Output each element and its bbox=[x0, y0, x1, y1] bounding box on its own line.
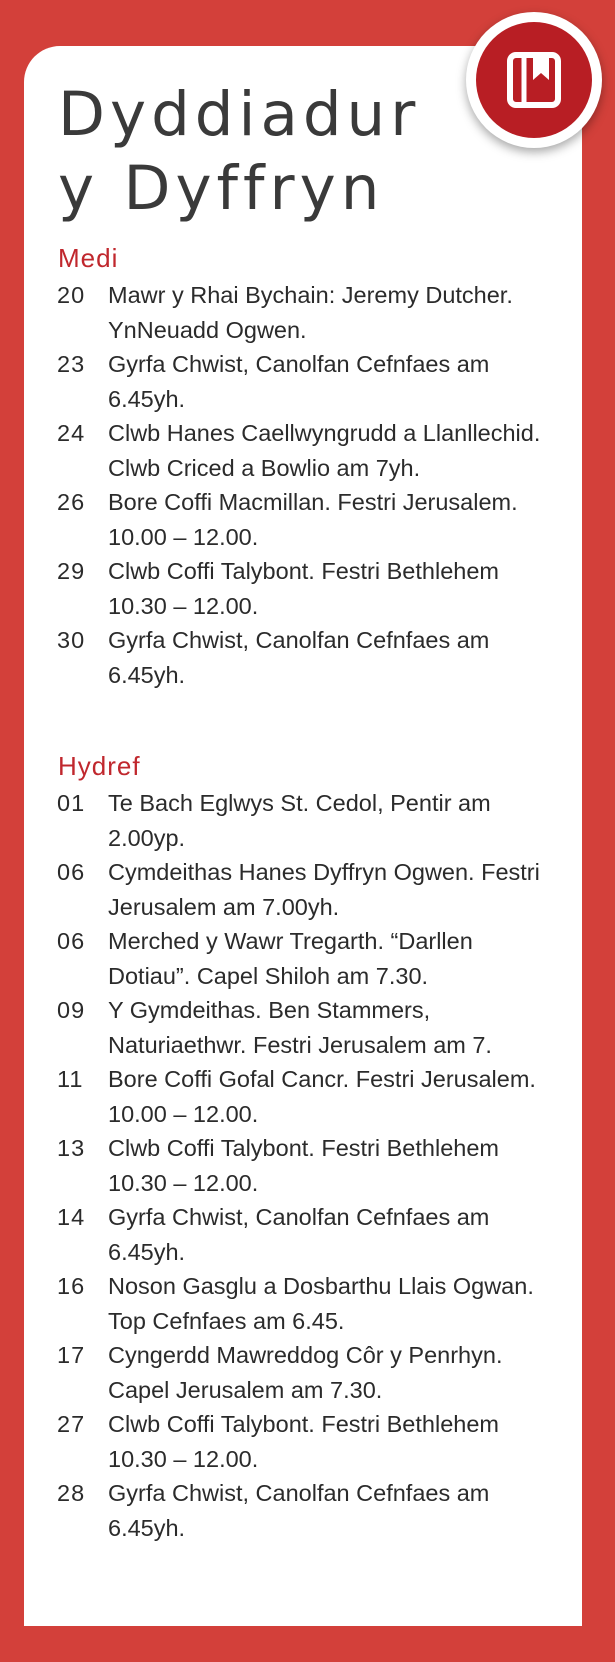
event-item bbox=[0, 416, 615, 485]
event-day: 28 bbox=[57, 1480, 86, 1506]
event-text: Clwb Hanes Caellwyngrudd a Llanllechid. Clwb Criced a Bowlio am 7yh. bbox=[108, 420, 541, 481]
event-text: Clwb Coffi Talybont. Festri Bethlehem 10.30 – 12.00. bbox=[108, 1135, 499, 1196]
event-text: Gyrfa Chwist, Canolfan Cefnfaes am 6.45yh. bbox=[108, 1204, 490, 1265]
event-text: Y Gymdeithas. Ben Stammers, Naturiaethwr. Festri Jerusalem am 7. bbox=[108, 997, 492, 1058]
event-item bbox=[0, 1131, 615, 1200]
event-item bbox=[0, 1269, 615, 1338]
event-item bbox=[0, 855, 615, 924]
event-item bbox=[0, 786, 615, 855]
event-day: 30 bbox=[57, 627, 86, 653]
month-heading-medi: Medi bbox=[58, 243, 119, 273]
event-item bbox=[0, 485, 615, 554]
diary-badge bbox=[466, 12, 602, 148]
event-day: 24 bbox=[57, 420, 86, 446]
event-day: 13 bbox=[57, 1135, 86, 1161]
badge-circle bbox=[476, 22, 592, 138]
page-title bbox=[58, 78, 420, 226]
event-day: 14 bbox=[57, 1204, 86, 1230]
event-day: 29 bbox=[57, 558, 86, 584]
event-item bbox=[0, 623, 615, 692]
event-text: Bore Coffi Macmillan. Festri Jerusalem. 10.00 – 12.00. bbox=[108, 489, 518, 550]
event-item bbox=[0, 1476, 615, 1545]
event-day: 23 bbox=[57, 351, 86, 377]
event-item bbox=[0, 1200, 615, 1269]
event-text: Noson Gasglu a Dosbarthu Llais Ogwan. Top Cefnfaes am 6.45. bbox=[108, 1273, 534, 1334]
event-day: 27 bbox=[57, 1411, 86, 1437]
event-text: Bore Coffi Gofal Cancr. Festri Jerusalem. 10.00 – 12.00. bbox=[108, 1066, 536, 1127]
event-text: Merched y Wawr Tregarth. “Darllen Dotiau”. Capel Shiloh am 7.30. bbox=[108, 928, 473, 989]
event-item bbox=[0, 993, 615, 1062]
event-list-hydref bbox=[0, 786, 615, 1545]
event-day: 26 bbox=[57, 489, 86, 515]
event-text: Gyrfa Chwist, Canolfan Cefnfaes am 6.45yh. bbox=[108, 351, 490, 412]
title-line-1: Dyddiadur bbox=[58, 79, 421, 150]
event-text: Te Bach Eglwys St. Cedol, Pentir am 2.00yp. bbox=[108, 790, 491, 851]
event-item bbox=[0, 1407, 615, 1476]
event-day: 09 bbox=[57, 997, 86, 1023]
event-list-medi bbox=[0, 278, 615, 692]
event-day: 16 bbox=[57, 1273, 86, 1299]
event-day: 01 bbox=[57, 790, 86, 816]
event-text: Clwb Coffi Talybont. Festri Bethlehem 10.30 – 12.00. bbox=[108, 1411, 499, 1472]
event-item bbox=[0, 554, 615, 623]
event-day: 17 bbox=[57, 1342, 86, 1368]
event-day: 06 bbox=[57, 928, 86, 954]
event-day: 06 bbox=[57, 859, 86, 885]
event-item bbox=[0, 924, 615, 993]
event-text: Cymdeithas Hanes Dyffryn Ogwen. Festri Jerusalem am 7.00yh. bbox=[108, 859, 540, 920]
event-text: Gyrfa Chwist, Canolfan Cefnfaes am 6.45yh. bbox=[108, 1480, 490, 1541]
event-item bbox=[0, 1062, 615, 1131]
month-heading-hydref: Hydref bbox=[58, 751, 141, 781]
event-item bbox=[0, 278, 615, 347]
event-day: 11 bbox=[57, 1066, 84, 1092]
event-text: Gyrfa Chwist, Canolfan Cefnfaes am 6.45yh. bbox=[108, 627, 490, 688]
event-text: Clwb Coffi Talybont. Festri Bethlehem 10.30 – 12.00. bbox=[108, 558, 499, 619]
event-item bbox=[0, 347, 615, 416]
title-line-2: y Dyffryn bbox=[58, 153, 385, 224]
event-text: Cyngerdd Mawreddog Côr y Penrhyn. Capel Jerusalem am 7.30. bbox=[108, 1342, 503, 1403]
event-text: Mawr y Rhai Bychain: Jeremy Dutcher. YnNeuadd Ogwen. bbox=[108, 282, 513, 343]
bookmark-book-icon bbox=[504, 50, 564, 110]
event-item bbox=[0, 1338, 615, 1407]
event-day: 20 bbox=[57, 282, 86, 308]
